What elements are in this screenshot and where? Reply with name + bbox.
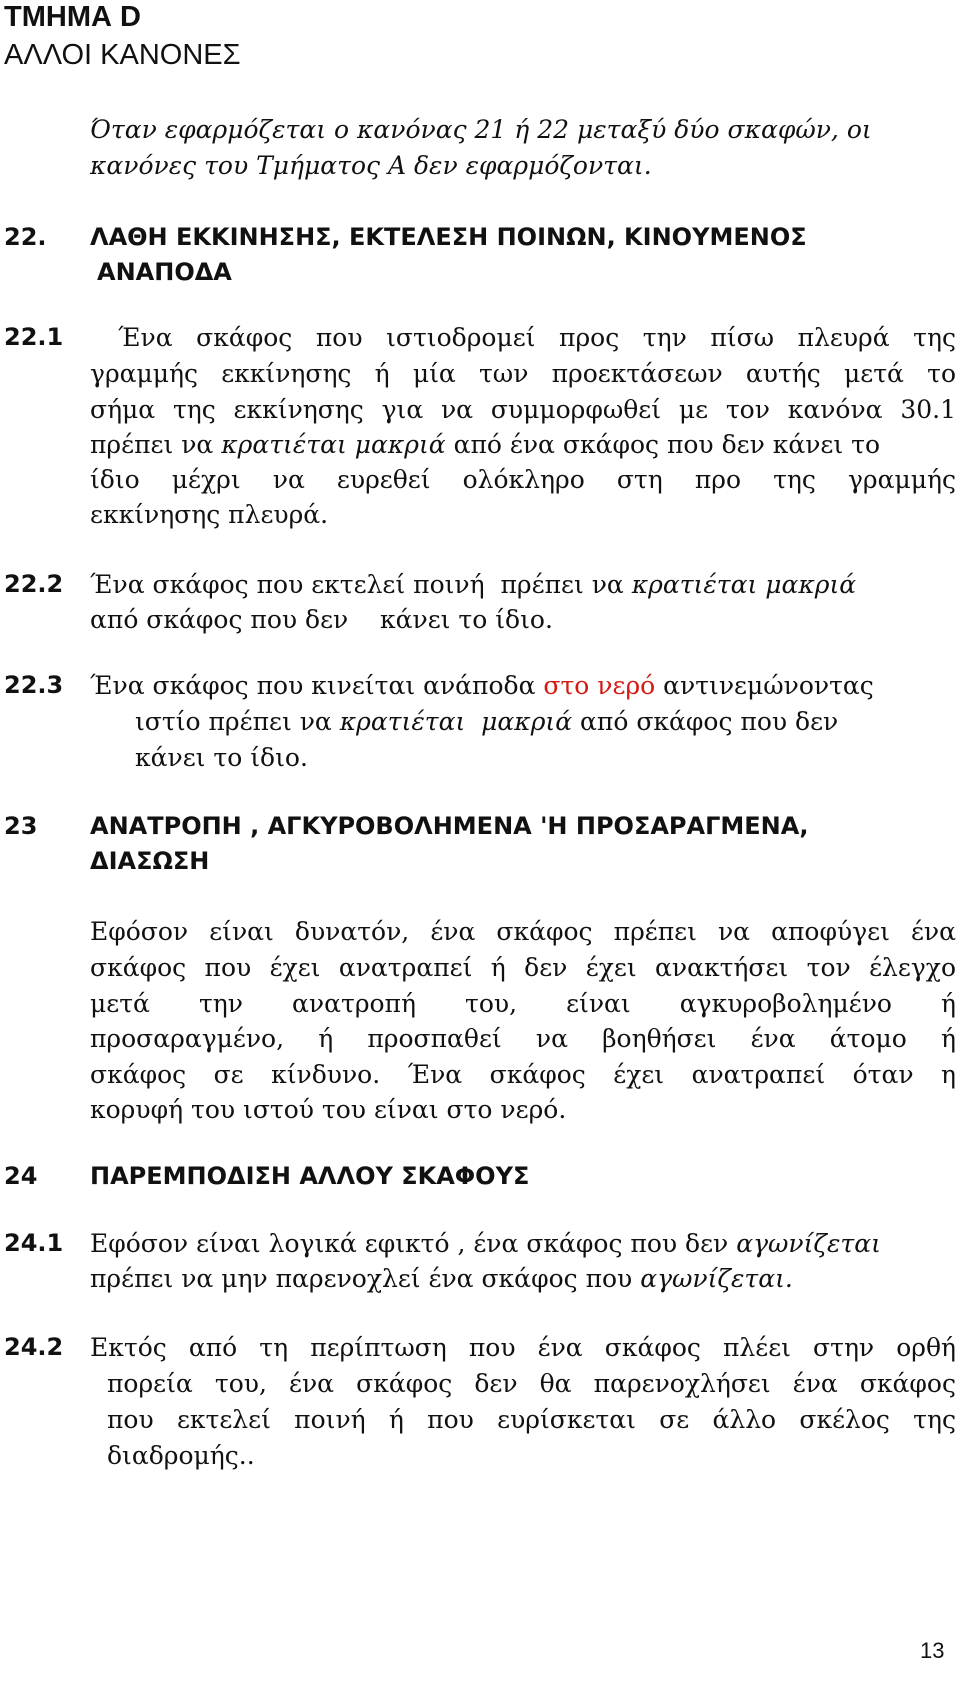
section-subtitle: ΑΛΛΟΙ ΚΑΝΟΝΕΣ xyxy=(4,39,241,71)
intro-line-1: Όταν εφαρμόζεται ο κανόνας 21 ή 22 μεταξύ δύο σκαφών, οι xyxy=(90,115,872,144)
rule-24-number: 24 xyxy=(4,1162,38,1190)
rule-24-1-line-2 xyxy=(90,1261,793,1296)
rule-22-1-line-6: εκκίνησης πλευρά. xyxy=(90,500,329,529)
rule-22-3-line-2-c: από σκάφος που δεν xyxy=(572,707,839,736)
keep-clear-term: κρατιέται μακριά xyxy=(339,707,573,736)
rule-22-title-line-1: ΛΑΘΗ ΕΚΚΙΝΗΣΗΣ, ΕΚΤΕΛΕΣΗ ΠΟΙΝΩΝ, ΚΙΝΟΥΜΕΝΟΣ xyxy=(90,223,807,251)
rule-22-2-number: 22.2 xyxy=(4,570,64,598)
rule-23-line-5: σκάφος σε κίνδυνο. Ένα σκάφος έχει ανατραπεί όταν η xyxy=(90,1060,956,1089)
rule-22-2-line-1-a: Ένα σκάφος που εκτελεί ποινή πρέπει να xyxy=(90,570,632,599)
rule-23-line-6: κορυφή του ιστού του είναι στο νερό. xyxy=(90,1095,567,1124)
keep-clear-term: κρατιέται μακριά xyxy=(221,430,446,459)
rule-22-3-line-1-c: αντινεμώνοντας xyxy=(655,671,874,700)
rule-24-1-number: 24.1 xyxy=(4,1229,64,1257)
racing-term: αγωνίζεται xyxy=(736,1229,881,1258)
red-highlight: στο νερό xyxy=(543,671,656,700)
rule-24-1-line-1-a: Εφόσον είναι λογικά εφικτό , ένα σκάφος που δεν xyxy=(90,1229,737,1258)
rule-22-3-line-3: κάνει το ίδιο. xyxy=(135,743,308,772)
rule-22-1-line-4-a: πρέπει να xyxy=(90,430,222,459)
section-title: ΤΜΗΜΑ D xyxy=(4,1,141,33)
keep-clear-term: κρατιέται μακριά xyxy=(631,570,857,599)
page-number: 13 xyxy=(920,1638,945,1663)
rule-22-1-line-2: γραμμής εκκίνησης ή μία των προεκτάσεων αυτής μετά το xyxy=(90,359,956,388)
rule-22-3-line-1 xyxy=(90,668,874,703)
rule-22-title-line-2: ΑΝΑΠΟΔΑ xyxy=(97,258,232,286)
rule-23-line-2: σκάφος που έχει ανατραπεί ή δεν έχει ανακτήσει τον έλεγχο xyxy=(90,953,956,982)
rule-24-2-line-2: πορεία του, ένα σκάφος δεν θα παρενοχλήσει ένα σκάφος xyxy=(107,1369,956,1398)
rule-24-1-line-2-a: πρέπει να μην παρενοχλεί ένα σκάφος που xyxy=(90,1264,641,1293)
rule-23-line-3: μετά την ανατροπή του, είναι αγκυροβολημένο ή xyxy=(90,989,956,1018)
rule-22-1-line-4-c: από ένα σκάφος που δεν κάνει το xyxy=(445,430,881,459)
rule-22-1-line-5: ίδιο μέχρι να ευρεθεί ολόκληρο στη προ της γραμμής xyxy=(90,465,956,494)
rule-22-3-line-2-a: ιστίο πρέπει να xyxy=(135,707,340,736)
racing-term: αγωνίζεται. xyxy=(640,1264,793,1293)
rule-22-3-line-1-a: Ένα σκάφος που κινείται ανάποδα xyxy=(90,671,544,700)
rule-23-line-1: Εφόσον είναι δυνατόν, ένα σκάφος πρέπει να αποφύγει ένα xyxy=(90,917,956,946)
rule-22-2-line-1 xyxy=(90,567,856,602)
rule-24-2-line-1: Εκτός από τη περίπτωση που ένα σκάφος πλέει στην ορθή xyxy=(90,1333,956,1362)
rule-22-number: 22. xyxy=(4,223,47,251)
rule-22-3-line-2 xyxy=(135,704,838,739)
rule-24-2-line-4: διαδρομής.. xyxy=(107,1441,255,1470)
rule-22-1-line-1: Ένα σκάφος που ιστιοδρομεί προς την πίσω πλευρά της xyxy=(118,323,956,352)
rule-22-3-number: 22.3 xyxy=(4,671,64,699)
intro-line-2: κανόνες του Τμήματος Α δεν εφαρμόζονται. xyxy=(90,151,652,180)
rule-23-line-4: προσαραγμένο, ή προσπαθεί να βοηθήσει ένα άτομο ή xyxy=(90,1024,956,1053)
rule-22-2-line-2: από σκάφος που δεν κάνει το ίδιο. xyxy=(90,605,553,634)
rule-22-1-line-4 xyxy=(90,427,956,462)
rule-22-1-line-3: σήμα της εκκίνησης για να συμμορφωθεί με τον κανόνα 30.1 xyxy=(90,395,956,424)
rule-23-title-line-2: ΔΙΑΣΩΣΗ xyxy=(90,847,210,875)
rule-23-title-line-1: ΑΝΑΤΡΟΠΗ , ΑΓΚΥΡΟΒΟΛΗΜΕΝΑ 'Η ΠΡΟΣΑΡΑΓΜΕΝΑ, xyxy=(90,812,809,840)
rule-24-2-number: 24.2 xyxy=(4,1333,64,1361)
rule-24-2-line-3: που εκτελεί ποινή ή που ευρίσκεται σε άλλο σκέλος της xyxy=(107,1405,956,1434)
rule-22-1-number: 22.1 xyxy=(4,323,64,351)
rule-24-1-line-1 xyxy=(90,1226,881,1261)
rule-23-number: 23 xyxy=(4,812,38,840)
rule-24-title: ΠΑΡΕΜΠΟΔΙΣΗ ΑΛΛΟΥ ΣΚΑΦΟΥΣ xyxy=(90,1162,530,1190)
